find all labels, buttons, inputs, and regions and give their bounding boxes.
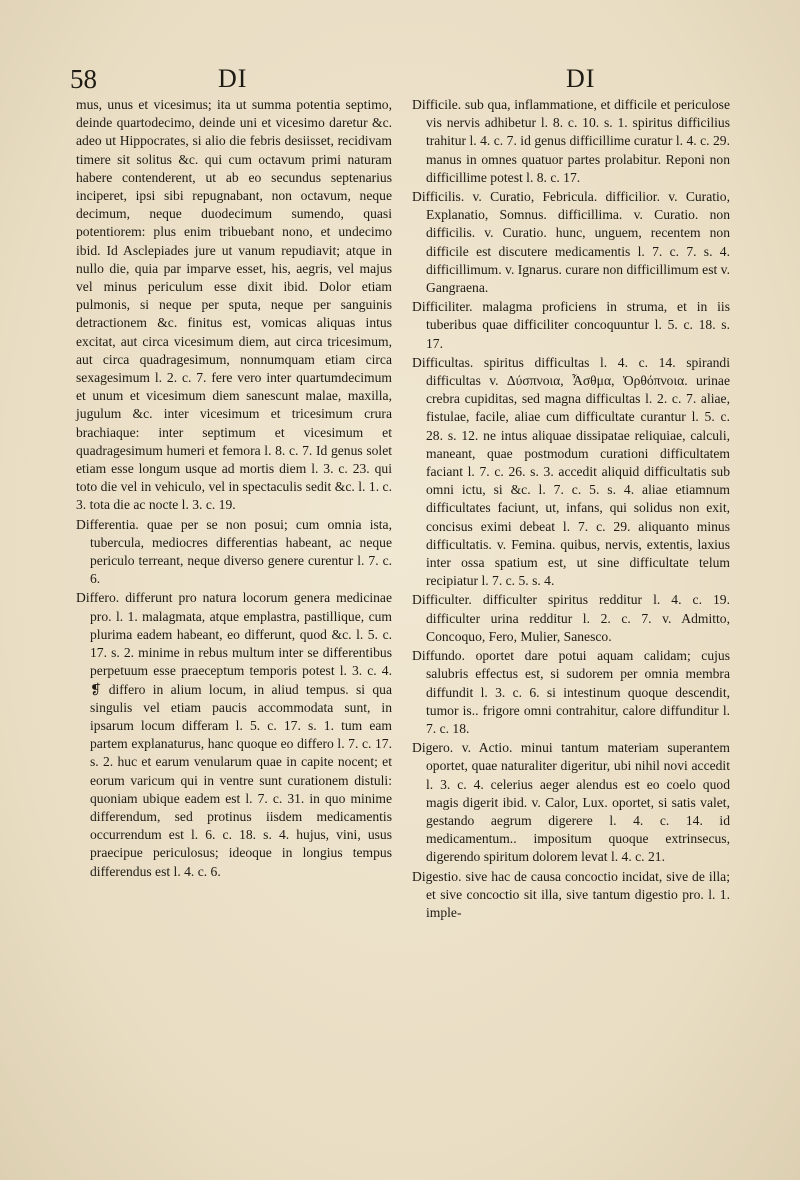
entry-headword: Differentia. bbox=[76, 516, 139, 532]
dictionary-entry bbox=[412, 298, 730, 353]
entry-headword: Differo. bbox=[76, 590, 120, 606]
entry-text: sive hac de causa concoctio incidat, sive de illa; et sive concoctio sit illa, sive tantum digestio pro. l. 1. imple- bbox=[426, 868, 730, 920]
dictionary-entry bbox=[76, 589, 392, 880]
entry-headword: Difficilis. bbox=[412, 189, 465, 205]
entry-text: differunt pro natura locorum genera medicinae pro. l. 1. malagmata, atque emplastra, pastillique, cum plurima eadem habeant, eo differunt, quod &c. l. 5. c. 17. s. 2. minime in rebus multum inter se differentibus perpetuum esse praeceptum temporis potest l. 3. c. 4. ❡ differo in alium locum, in aliud tempus. si qua singulis vel etiam paucis accommodata sunt, in ipsarum locum differam l. 5. c. 17. s. 1. tum eam partem explanaturus, hanc quoque eo differo l. 7. c. 17. s. 2. huc et earum venularum quae in capite nocent; et eorum varicum qui in ventre sunt curationem distuli: quoniam ubique eadem est l. 7. c. 31. in quo minime differendum, sed protinus iisdem medicamentis occurrendum est l. 6. c. 18. s. 4. hujus, vini, usus praecipue periculosus; ideoque in longius tempus differendus est l. 4. c. 6. bbox=[90, 590, 392, 879]
dictionary-entry bbox=[412, 591, 730, 646]
entry-headword: Digero. bbox=[412, 740, 454, 756]
entry-text: difficulter spiritus redditur l. 4. c. 19. difficulter urina redditur l. 2. c. 7. v. Admitto, Concoquo, Fero, Mulier, Sanesco. bbox=[426, 592, 730, 644]
dictionary-entry bbox=[412, 739, 730, 866]
page-number: 58 bbox=[70, 64, 97, 94]
entry-headword: Difficultas. bbox=[412, 354, 474, 370]
entry-text: oportet dare potui aquam calidam; cujus salubris effectus est, si sudorem per omnia membra diffundit l. 3. c. 6. si intestinum quoque descendit, tumor is.. frigore omni contrahitur, calore diffunditur l. 7. c. 18. bbox=[426, 648, 730, 736]
dictionary-entry bbox=[412, 647, 730, 738]
left-column bbox=[76, 96, 392, 881]
entry-text: v. Curatio, Febricula. difficilior. v. Curatio, Explanatio, Somnus. difficillima. v. Curatio. non difficilis. v. Curatio. hunc, unguem, recentem non difficile est discutere medicamentis l. 7. c. 7. s. 4. difficillimum. v. Ignarus. curare non difficillimum est v. Gangraena. bbox=[426, 189, 730, 296]
dictionary-entry bbox=[412, 188, 730, 297]
dictionary-entry bbox=[412, 868, 730, 923]
entry-text: sub qua, inflammatione, et difficile et periculose vis nervis adhibetur l. 8. c. 10. s. 1. spiritus difficilius trahitur l. 4. c. 7. id genus difficillime curatur l. 4. c. 29. manus in omnes quatuor partes prolabitur. Reponi non difficillime potest l. 8. c. 17. bbox=[426, 97, 731, 185]
right-running-head: DI bbox=[566, 64, 596, 93]
dictionary-entry bbox=[76, 516, 392, 589]
entry-headword: Digestio. bbox=[412, 868, 462, 884]
entry-headword: Difficile. bbox=[412, 97, 462, 112]
dictionary-entry bbox=[412, 96, 730, 187]
entry-headword: Diffundo. bbox=[412, 648, 465, 664]
entry-headword: Difficiliter. bbox=[412, 299, 473, 315]
entry-text: quae per se non posui; cum omnia ista, tubercula, mediocres differentias habeant, ac neque periculo terreant, neque diverso genere curentur l. 7. c. 6. bbox=[90, 516, 392, 587]
entry-text: spiritus difficultas l. 4. c. 14. spirandi difficultas v. Δύσπνοια, Ἆσθμα, Ὀρθόπνοια. urinae crebra cupiditas, sed magna difficultas l. 2. c. 7. aliae, fistulae, facile, aliae cum difficultate curantur l. 5. c. 28. s. 12. ne intus aliquae dissipatae reliquiae, calculi, maneant, quae postmodum curationi difficultatem faciant l. 7. c. 26. s. 3. accedit aliquid difficultatis sub omni ictu, si &c. l. 7. c. 5. s. 4. aliae etiamnum difficultates faciunt, ut, infans, qui solidus non exit, concisus eximi debeat l. 7. c. 29. aliquanto minus difficultatis. v. Femina. quibus, nervis, extentis, laxius inter ossa spatium est, ut sine difficultate telum recipiatur l. 7. c. 5. s. 4. bbox=[426, 354, 730, 589]
right-column bbox=[412, 96, 730, 922]
entry-headword: Difficulter. bbox=[412, 592, 472, 608]
entry-text: mus, unus et vicesimus; ita ut summa potentia septimo, deinde quartodecimo, deinde uni et vicesimo daretur &c. adeo ut Hippocrates, si alio die febris desiisset, recidivam timere sit solitus &c. qui cum octavum primi naturam habere contenderent, ut ab eo secundus septenarius inciperet, ipsi sibi repugnabant, non octavum, neque decimum, neque duodecimum sumendo, quasi potentiorem: plus enim tribuebant nono, et undecimo ibid. Id Asclepiades jure ut vanum repudiavit; atque in nullo die, quia par imparve esset, his, aegris, vel majus vel minus periculum esse dixit ibid. Dolor etiam pulmonis, si neque per sputa, neque per sanguinis detractionem &c. finitus est, vomicas aliquas intus excitat, aut circa vicesimum diem, aut circa tricesimum, aut circa quadragesimum, nonnumquam etiam circa sexagesimum l. 2. c. 7. fere vero inter quartumdecimum et unum et vicesimum diem sanescunt malae, maxilla, jugulum &c. inter vicesimum et tricesimum crura brachiaque: inter septimum et vicesimum et quadragesimum humeri et femora l. 8. c. 7. Id genus solet etiam esse longum usque ad mortis diem l. 3. c. 23. qui toto die vel in vehiculo, vel in spectaculis sedit &c. l. 1. c. 3. tota die ac nocte l. 3. c. 19. bbox=[76, 97, 392, 513]
entry-text: malagma proficiens in struma, et in iis tuberibus quae difficiliter concoquuntur l. 5. c. 18. s. 17. bbox=[426, 299, 730, 351]
dictionary-entry bbox=[76, 96, 392, 515]
entry-text: v. Actio. minui tantum materiam superantem oportet, quae naturaliter digeritur, ubi nihil novi accedit l. 3. c. 4. celerius aeger alendus est eo coelo quod magis digerit ibid. v. Calor, Lux. oportet, si satis valet, gestando aegrum digerere l. 4. c. 14. id medicamentum.. impositum quoque extrinsecus, digerendo spiritum dolorem levat l. 4. c. 21. bbox=[426, 740, 730, 865]
dictionary-entry bbox=[412, 354, 730, 591]
left-running-head: DI bbox=[218, 64, 248, 93]
